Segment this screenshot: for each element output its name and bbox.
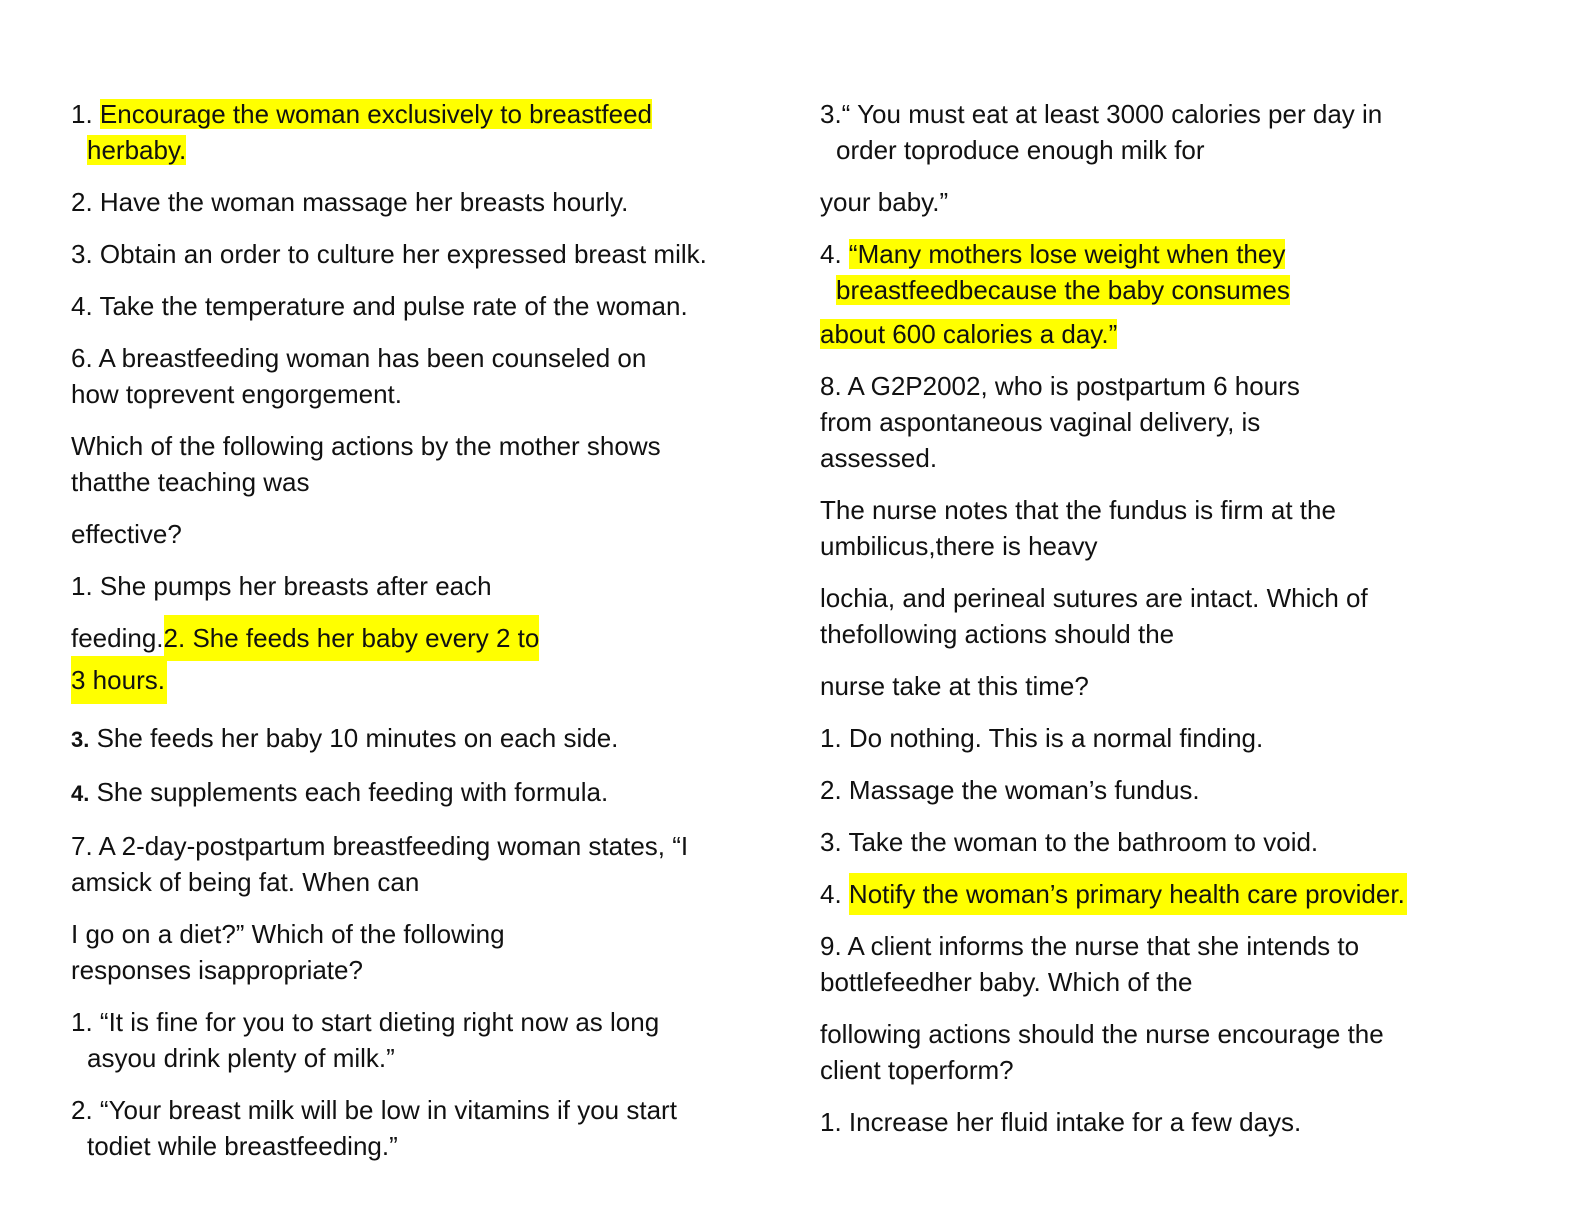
q9-stem-line-1: following actions should the nurse encourage the: [820, 1019, 1384, 1049]
q9-line-2: bottlefeedher baby. Which of the: [820, 967, 1193, 997]
q8-option-3: 3. Take the woman to the bathroom to void.: [820, 827, 1319, 857]
q6-stem-line-2: thatthe teaching was: [71, 467, 310, 497]
q8-option-2: 2. Massage the woman’s fundus.: [820, 775, 1200, 805]
option-number: 3.: [71, 727, 90, 752]
q9-stem-line-2: client toperform?: [820, 1055, 1014, 1085]
q7-line-2: amsick of being fat. When can: [71, 867, 420, 897]
q8-stem-line-2: umbilicus,there is heavy: [820, 531, 1098, 561]
option-text: She supplements each feeding with formula.: [89, 777, 609, 807]
q7-option-3-line-3: your baby.”: [820, 187, 949, 217]
right-column: [820, 96, 1520, 1156]
highlighted-answer-cont: herbaby.: [87, 135, 187, 165]
highlighted-answer-cont: 3 hours.: [71, 656, 167, 704]
q7-option-4: [820, 236, 1520, 308]
q7-option-1-line-1: 1. “It is fine for you to start dieting right now as long: [71, 1007, 660, 1037]
highlighted-answer: Encourage the woman exclusively to breastfeed: [99, 99, 653, 129]
q8-stem-line-4: thefollowing actions should the: [820, 619, 1175, 649]
q8-stem-line-1: The nurse notes that the fundus is firm at the: [820, 495, 1336, 525]
q7-line-3: I go on a diet?” Which of the following: [71, 919, 505, 949]
option-number: 4.: [71, 781, 90, 806]
q7-option-2: [71, 1092, 771, 1164]
q5-option-4: 4. Take the temperature and pulse rate of the woman.: [71, 291, 688, 321]
q6-option-1-cont: [71, 620, 771, 656]
q9-stem: [820, 1016, 1520, 1088]
q9-option-1: 1. Increase her fluid intake for a few days.: [820, 1107, 1302, 1137]
q8-option-4: [820, 876, 1520, 912]
q9-question: [820, 928, 1520, 1000]
q7-option-2-line-2: todiet while breastfeeding.”: [87, 1131, 398, 1161]
q6-option-1-cont-text: feeding.: [71, 623, 164, 653]
highlighted-answer-cont: about 600 calories a day.”: [820, 319, 1118, 349]
option-number: 4.: [820, 879, 842, 909]
q7-option-3-line-1: 3.“ You must eat at least 3000 calories per day in: [820, 99, 1383, 129]
q7-option-1-line-2: asyou drink plenty of milk.”: [87, 1043, 395, 1073]
q8-line-3: assessed.: [820, 443, 938, 473]
q8-question: [820, 368, 1520, 476]
q8-stem: [820, 492, 1520, 564]
q8-stem-line-3: lochia, and perineal sutures are intact. Which of: [820, 583, 1368, 613]
q7-option-4-cont: [820, 316, 1520, 352]
q8-line-1: 8. A G2P2002, who is postpartum 6 hours: [820, 371, 1300, 401]
q7-option-3-line-2: order toproduce enough milk for: [836, 135, 1205, 165]
highlighted-answer: “Many mothers lose weight when they: [848, 239, 1286, 269]
q6-question: [71, 340, 771, 412]
q8-line-2: from aspontaneous vaginal delivery, is: [820, 407, 1261, 437]
q8-option-1: 1. Do nothing. This is a normal finding.: [820, 723, 1264, 753]
q6-option-2-cont: [71, 656, 771, 704]
highlighted-answer: 2. She feeds her baby every 2 to: [164, 615, 540, 661]
q7-line-4: responses isappropriate?: [71, 955, 363, 985]
q6-line-2: how toprevent engorgement.: [71, 379, 402, 409]
q6-option-1: 1. She pumps her breasts after each: [71, 571, 492, 601]
q8-stem-cont: [820, 580, 1520, 652]
q6-stem-line-1: Which of the following actions by the mother shows: [71, 431, 661, 461]
q9-line-1: 9. A client informs the nurse that she intends to: [820, 931, 1360, 961]
q6-line-1: 6. A breastfeeding woman has been counseled on: [71, 343, 647, 373]
q7-question: [71, 828, 771, 900]
q5-option-2: 2. Have the woman massage her breasts hourly.: [71, 187, 629, 217]
option-number: 1.: [71, 99, 93, 129]
q8-stem-line-5: nurse take at this time?: [820, 671, 1089, 701]
q6-option-4: [71, 774, 771, 812]
option-text: She feeds her baby 10 minutes on each side.: [89, 723, 619, 753]
q7-line-1: 7. A 2-day-postpartum breastfeeding woman states, “I: [71, 831, 689, 861]
q6-stem: [71, 428, 771, 500]
q6-stem-line-3: effective?: [71, 519, 182, 549]
q7-stem: [71, 916, 771, 988]
highlighted-answer: Notify the woman’s primary health care provider.: [849, 873, 1407, 915]
q5-option-1: [71, 96, 771, 168]
q7-option-2-line-1: 2. “Your breast milk will be low in vitamins if you start: [71, 1095, 677, 1125]
q7-option-3: [820, 96, 1520, 168]
highlighted-answer-cont: breastfeedbecause the baby consumes: [836, 275, 1290, 305]
q5-option-3: 3. Obtain an order to culture her expressed breast milk.: [71, 239, 707, 269]
left-column: [71, 96, 771, 1180]
q6-option-3: [71, 720, 771, 758]
q7-option-1: [71, 1004, 771, 1076]
option-number: 4.: [820, 239, 842, 269]
